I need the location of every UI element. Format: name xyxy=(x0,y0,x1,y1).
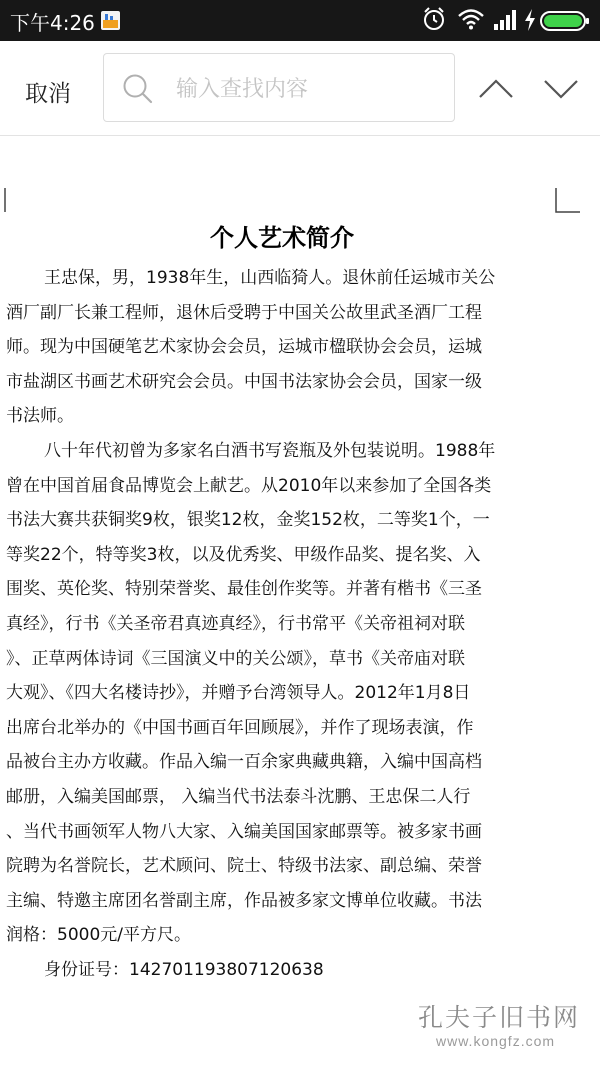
text-line: 邮册，入编美国邮票， 入编当代书法泰斗沈鹏、王忠保二人行 xyxy=(6,786,471,807)
text-line: 真经》，行书《关圣帝君真迹真经》，行书常平《关帝祖祠对联 xyxy=(6,613,465,634)
document-body xyxy=(6,261,562,987)
text-line: 等奖22个，特等奖3枚，以及优秀奖、甲级作品奖、提名奖、入 xyxy=(6,544,481,565)
chevron-down-icon[interactable] xyxy=(543,71,579,107)
text-line: 酒厂副厂长兼工程师，退休后受聘于中国关公故里武圣酒厂工程 xyxy=(6,302,482,323)
search-icon xyxy=(122,73,154,105)
text-line: 、当代书画领军人物八大家、入编美国国家邮票等。被多家书画 xyxy=(6,821,482,842)
search-input[interactable] xyxy=(174,68,448,110)
cancel-button[interactable]: 取消 xyxy=(25,81,71,107)
text-line: 书法大赛共获铜奖9枚，银奖12枚，金奖152枚，二等奖1个，一 xyxy=(6,510,490,531)
text-line: 围奖、英伦奖、特别荣誉奖、最佳创作奖等。并著有楷书《三圣 xyxy=(6,579,482,600)
text-line: 院聘为名誉院长，艺术顾问、院士、特级书法家、副总编、荣誉 xyxy=(6,856,482,877)
crop-mark-left xyxy=(0,188,10,214)
charging-icon xyxy=(524,9,536,31)
watermark-logo: 孔夫子旧书网 xyxy=(418,1003,581,1032)
document-title: 个人艺术简介 xyxy=(210,224,354,252)
text-line: 品被台主办方收藏。作品入编一百余家典藏典籍，入编中国高档 xyxy=(6,752,482,773)
alarm-icon xyxy=(422,6,446,32)
text-line: 市盐湖区书画艺术研究会会员。中国书法家协会会员，国家一级 xyxy=(6,371,482,392)
text-line: 主编、特邀主席团名誉副主席，作品被多家文博单位收藏。书法 xyxy=(6,890,482,911)
search-box[interactable] xyxy=(103,53,455,122)
crop-mark-right xyxy=(555,188,581,214)
text-line: 书法师。 xyxy=(6,406,74,427)
app-notification-icon xyxy=(101,11,120,30)
status-bar xyxy=(0,0,600,41)
text-line: 大观》、《四大名楼诗抄》，并赠予台湾领导人。2012年1月8日 xyxy=(6,683,471,704)
document-page xyxy=(0,136,600,1067)
text-line: 王忠保，男，1938年生，山西临猗人。退休前任运城市关公 xyxy=(44,268,496,288)
wifi-icon xyxy=(457,8,485,30)
signal-icon xyxy=(494,10,518,30)
watermark-url: www.kongfz.com xyxy=(436,1033,556,1049)
battery-icon xyxy=(540,11,590,31)
search-toolbar xyxy=(0,41,600,136)
text-line: 师。现为中国硬笔艺术家协会会员，运城市楹联协会会员，运城 xyxy=(6,337,482,358)
text-line: 润格：5000元/平方尺。 xyxy=(6,925,191,946)
text-line: 出席台北举办的《中国书画百年回顾展》，并作了现场表演，作 xyxy=(6,717,474,738)
text-line: 八十年代初曾为多家名白酒书写瓷瓶及外包装说明。1988年 xyxy=(44,440,496,461)
text-line: 曾在中国首届食品博览会上献艺。从2010年以来参加了全国各类 xyxy=(6,475,492,496)
watermark xyxy=(418,1003,588,1065)
text-line: 身份证号：142701193807120638 xyxy=(44,959,324,980)
text-line: 》、正草两体诗词《三国演义中的关公颂》，草书《关帝庙对联 xyxy=(6,648,465,669)
status-time: 下午4:26 xyxy=(10,11,95,35)
chevron-up-icon[interactable] xyxy=(478,71,514,107)
